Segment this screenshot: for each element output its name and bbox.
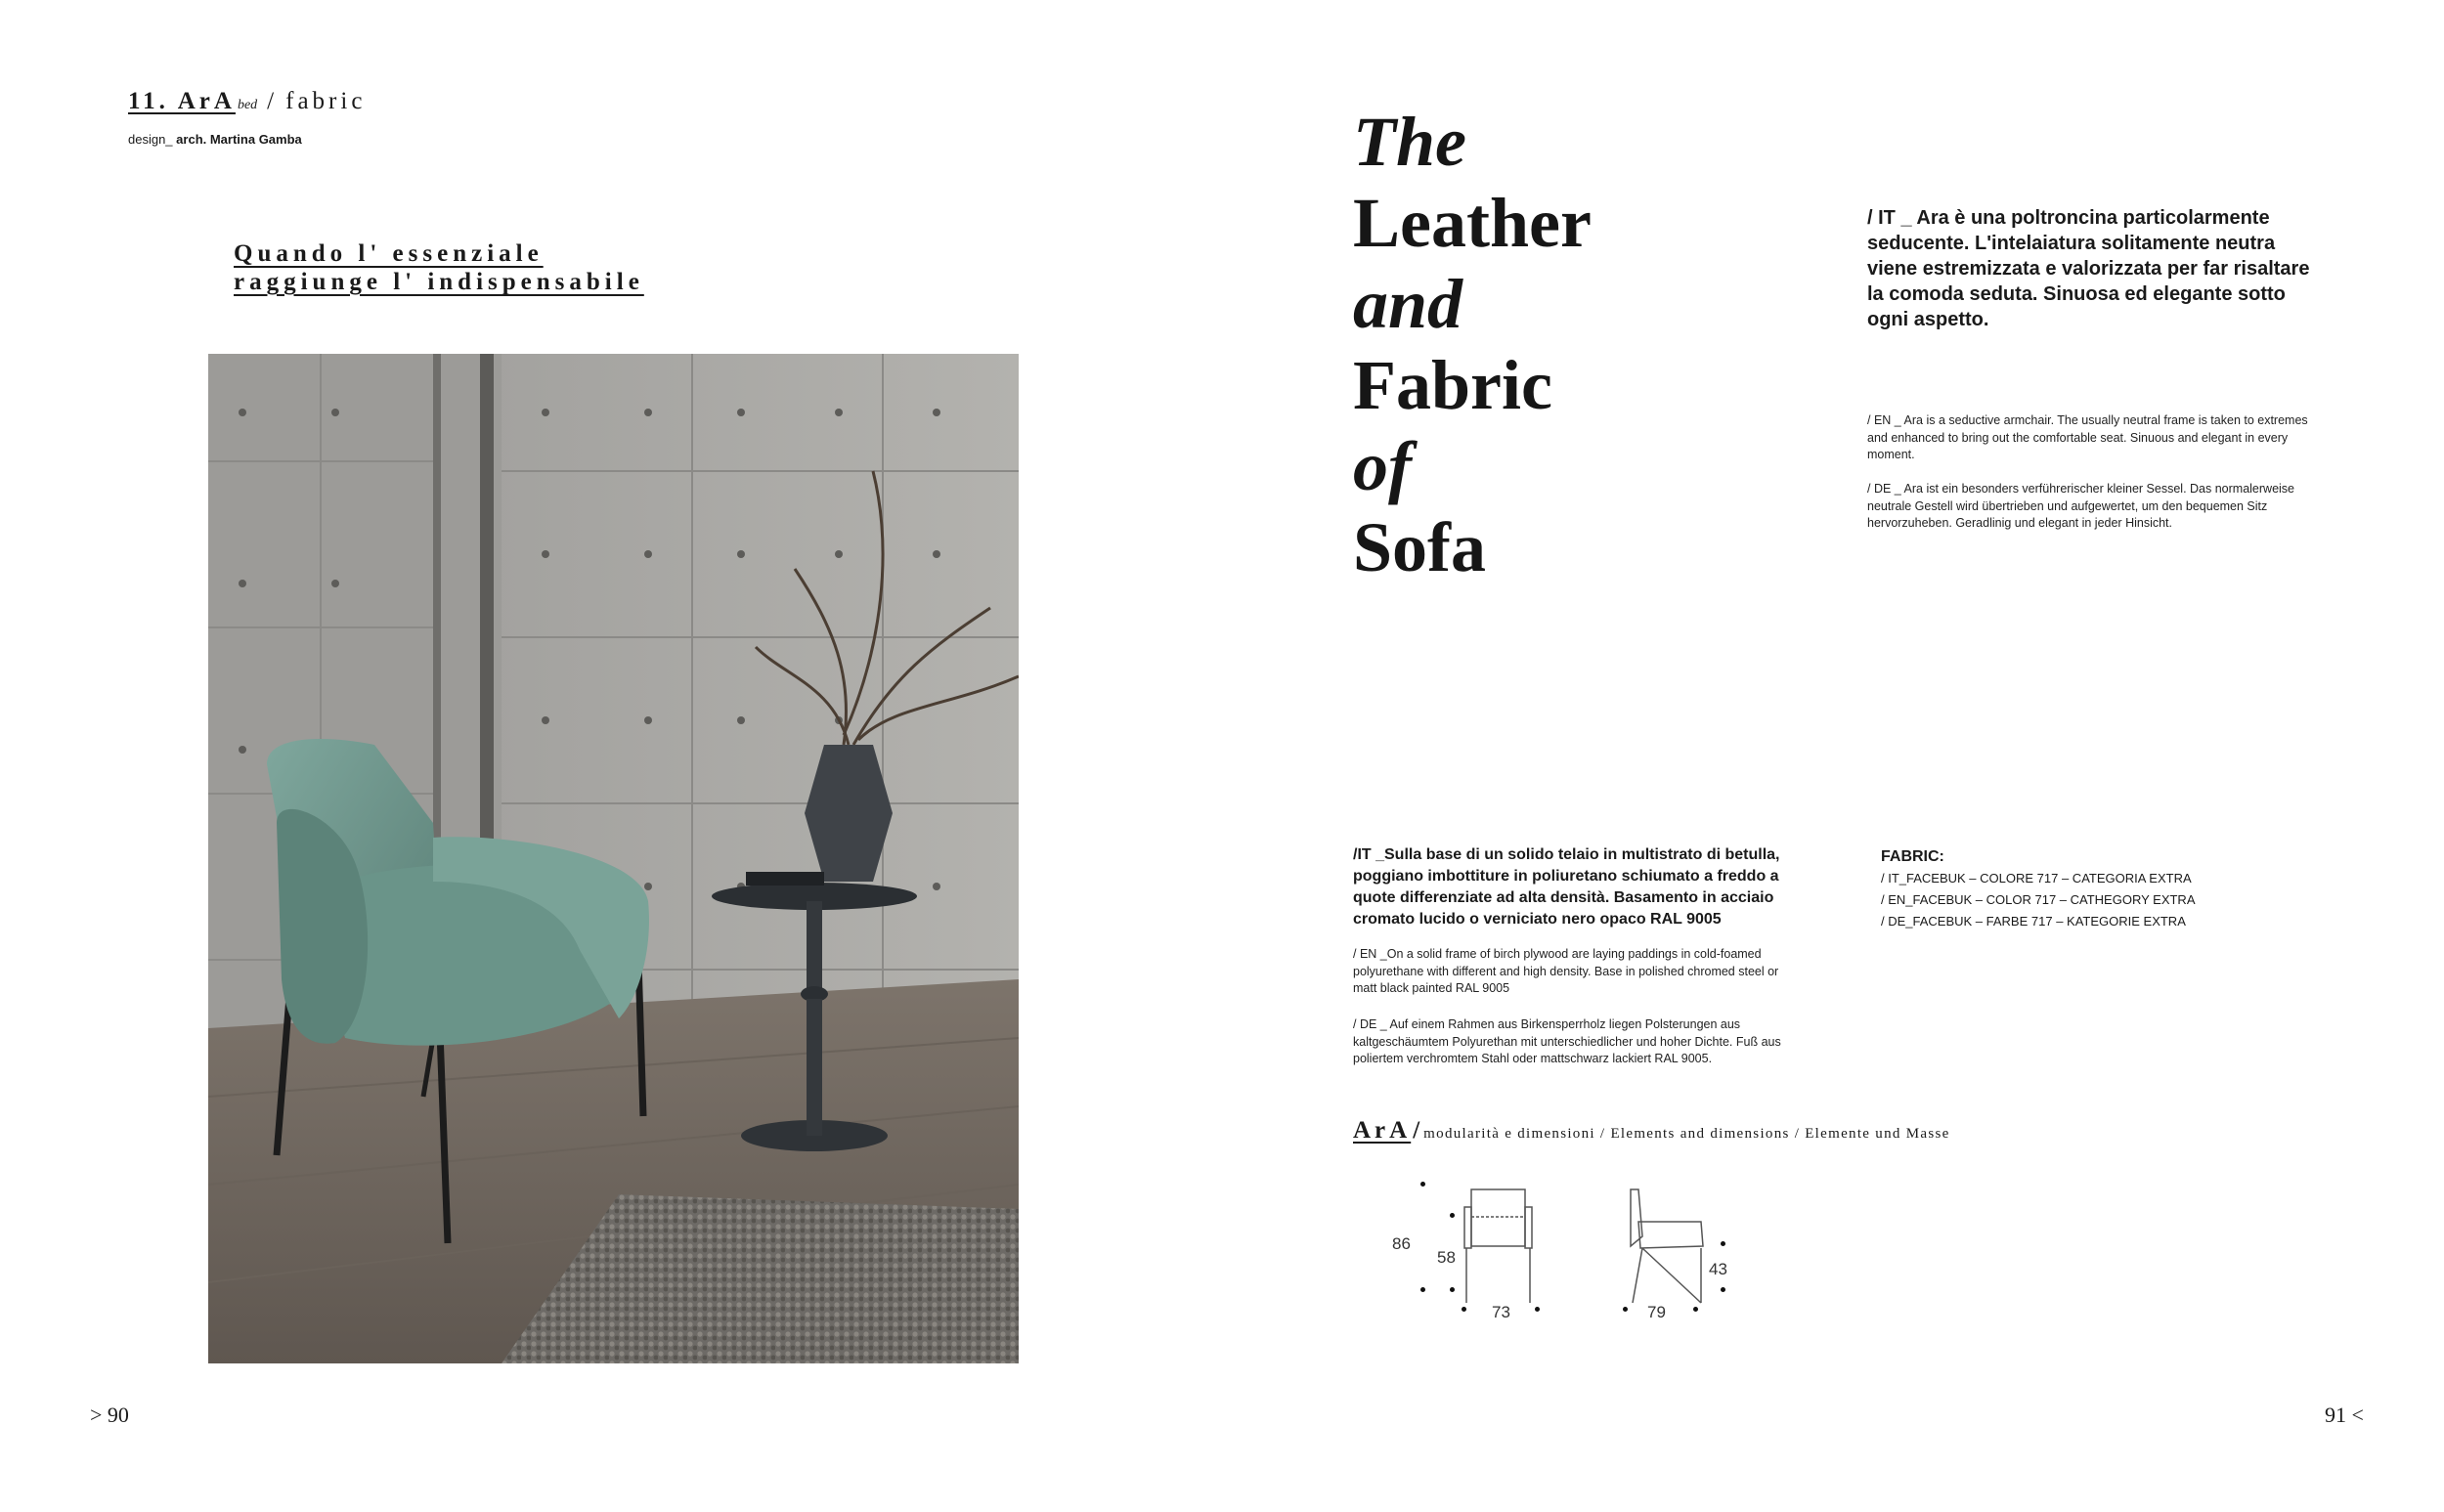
intro-en: / EN _ Ara is a seductive armchair. The usually neutral frame is taken to extremes and enhanced to bring out the comfortable seat. Sinuous and elegant in every moment. (1867, 413, 2308, 461)
title-line-the: The (1353, 103, 1466, 181)
title-line-and: and (1353, 265, 1463, 343)
product-number: 11. ArA (128, 88, 236, 114)
tagline (234, 239, 644, 296)
page-title (1353, 102, 1592, 588)
page-number-right: 91 < (2325, 1403, 2364, 1427)
fabric-line-it: / IT_FACEBUK – COLORE 717 – CATEGORIA EXTRA (1881, 871, 2192, 886)
product-category: fabric (285, 88, 367, 114)
construction-en: / EN _On a solid frame of birch plywood are laying paddings in cold-foamed polyurethane with different and high density. Base in polished chromed steel or matt black painted RAL 9005 (1353, 947, 1779, 995)
fabric-spec (1881, 846, 2196, 932)
header-separator: / (267, 88, 279, 114)
armchair-side-icon (1603, 1178, 1750, 1324)
dim-seat-height: 58 (1437, 1248, 1456, 1267)
title-line-sofa: Sofa (1353, 508, 1487, 586)
product-photo (208, 354, 1019, 1363)
dim-depth: 79 (1647, 1303, 1666, 1321)
intro-de: / DE _ Ara ist ein besonders verführerischer kleiner Sessel. Das normalerweise neutrale Gestell wird übertrieben und aufgewertet, um den bequemen Sitz hervorzuheben. Geradlinig und elegant in jeder Hinsicht. (1867, 482, 2294, 530)
tagline-line-2: raggiunge l' indispensabile (234, 269, 644, 295)
dim-arm-height: 43 (1709, 1260, 1727, 1278)
dimensions-product-name: ArA (1353, 1117, 1412, 1144)
dimensions-label: modularità e dimensioni / Elements and dimensions / Elemente und Masse (1423, 1126, 1950, 1142)
dim-height: 86 (1392, 1234, 1411, 1253)
side-view-diagram (1603, 1178, 1750, 1324)
designer-credit (128, 132, 302, 147)
intro-it: / IT _ Ara è una poltroncina particolarmente seducente. L'intelaiatura solitamente neutra viene estremizzata e valorizzata per far risaltare la comoda seduta. Sinuosa ed elegante sotto ogni aspetto. (1867, 207, 2310, 330)
armchair-scene-illustration (208, 354, 1019, 1363)
construction-it: /IT _Sulla base di un solido telaio in multistrato di betulla, poggiano imbottiture in poliuretano schiumato a freddo a quote differenziate ad alta densità. Basamento in acciaio cromato lucido o verniciato nero opaco RAL 9005 (1353, 846, 1780, 928)
tagline-line-1: Quando l' essenziale (234, 240, 544, 267)
dimensions-heading (1353, 1117, 1950, 1145)
dim-width: 73 (1492, 1303, 1510, 1321)
title-line-fabric: Fabric (1353, 346, 1552, 424)
dimensions-separator: / (1413, 1117, 1420, 1144)
construction-de: / DE _ Auf einem Rahmen aus Birkensperrholz liegen Polsterungen aus kaltgeschäumtem Polyurethan mit unterschiedlicher und hoher Dichte. Fuß aus poliertem verchromtem Stahl oder mattschwarz lackiert RAL 9005. (1353, 1017, 1781, 1065)
title-line-of: of (1353, 427, 1412, 505)
product-type: bed (237, 98, 258, 112)
fabric-heading: FABRIC: (1881, 848, 1944, 865)
fabric-line-de: / DE_FACEBUK – FARBE 717 – KATEGORIE EXTRA (1881, 914, 2186, 929)
fabric-line-en: / EN_FACEBUK – COLOR 717 – CATHEGORY EXTRA (1881, 892, 2196, 907)
title-line-leather: Leather (1353, 184, 1592, 262)
catalog-header (128, 88, 366, 115)
page-number-left: > 90 (90, 1403, 129, 1427)
designer-name: arch. Martina Gamba (176, 132, 302, 147)
front-view-diagram (1392, 1178, 1574, 1324)
armchair-front-icon (1398, 1178, 1574, 1324)
designer-prefix: design_ (128, 132, 173, 147)
